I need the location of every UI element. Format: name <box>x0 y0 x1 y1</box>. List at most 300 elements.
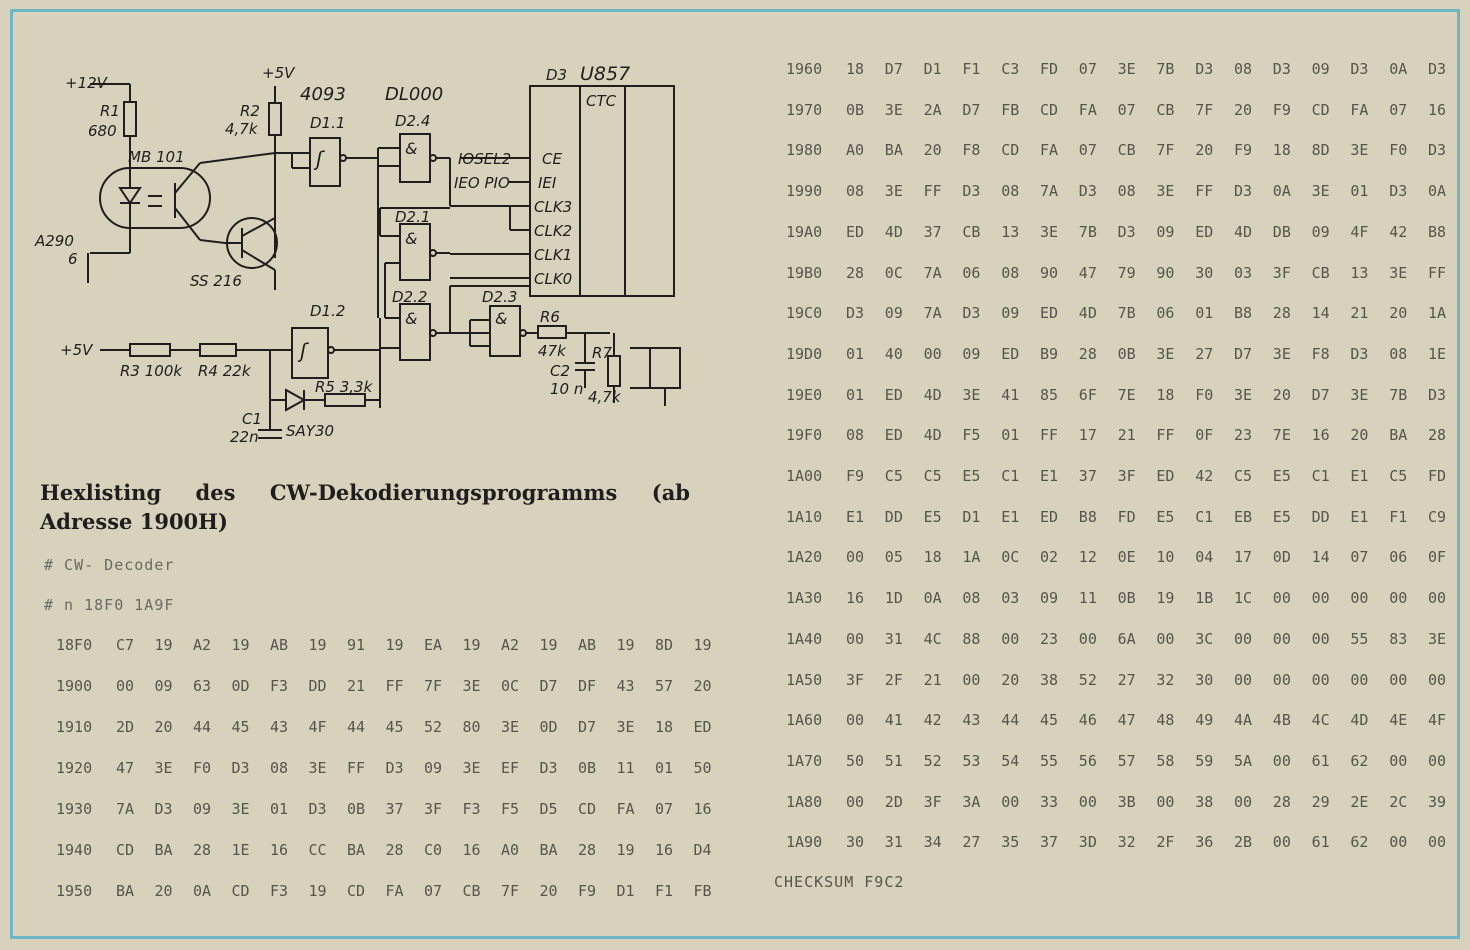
hex-byte: B8 <box>1078 507 1097 526</box>
hex-byte: 2D <box>116 718 135 736</box>
hex-byte: 50 <box>846 751 865 770</box>
hex-byte: 00 <box>1311 629 1330 648</box>
hex-byte: F1 <box>1389 507 1408 526</box>
hex-byte: F9 <box>846 467 865 485</box>
hex-byte: 00 <box>1428 670 1447 689</box>
label-d1-2: D1.2 <box>310 302 346 320</box>
hex-byte: BA <box>154 841 173 859</box>
hex-byte: 21 <box>923 670 942 689</box>
hex-byte: 3F <box>923 792 942 811</box>
hex-byte: 3E <box>154 759 173 777</box>
hex-byte: 10 <box>1156 548 1175 567</box>
hex-byte: 29 <box>1311 792 1330 811</box>
hex-byte: 6A <box>1117 629 1136 648</box>
hex-byte: DD <box>308 677 327 695</box>
hex-byte: 45 <box>231 718 250 736</box>
hex-byte: 09 <box>884 304 903 323</box>
hex-byte: 88 <box>962 629 981 648</box>
hex-byte: D3 <box>539 759 558 777</box>
hex-byte: 01 <box>1001 426 1020 445</box>
label-d2-2: D2.2 <box>392 288 428 306</box>
label-ce: CE <box>542 150 562 168</box>
hex-byte: EF <box>501 759 520 777</box>
hex-byte: 51 <box>884 751 903 770</box>
hex-byte: 2C <box>1389 792 1408 811</box>
hex-byte: CD <box>1040 100 1059 119</box>
hex-byte: 8D <box>655 636 674 654</box>
listing-caption: Hexlisting des CW-Dekodierungsprogramms (ab Adresse 1900H) <box>40 480 690 534</box>
comment-line: # n 18F0 1A9F <box>44 596 175 614</box>
label-r6: R6 <box>540 308 560 326</box>
hex-byte: 7B <box>1117 304 1136 323</box>
hex-byte: 42 <box>1389 222 1408 241</box>
label-ctc: CTC <box>586 92 617 110</box>
hex-byte: D7 <box>962 100 981 119</box>
hex-byte: 00 <box>1078 629 1097 648</box>
hex-byte: 19 <box>693 636 712 654</box>
hex-byte: 00 <box>1078 792 1097 811</box>
hex-byte: 03 <box>1234 263 1253 282</box>
hex-byte: 20 <box>923 141 942 160</box>
label-c1-value: 22n <box>230 428 259 446</box>
hex-byte: D3 <box>1078 182 1097 201</box>
hex-byte: FF <box>1195 182 1214 201</box>
hex-byte: 3E <box>962 385 981 404</box>
hex-byte: 07 <box>1350 548 1369 567</box>
hex-byte: 62 <box>1350 833 1369 852</box>
hex-byte: E5 <box>1272 467 1291 485</box>
hex-byte: 00 <box>1272 670 1291 689</box>
hex-byte: 20 <box>154 718 173 736</box>
hex-address: 19A0 <box>786 222 823 241</box>
hex-byte: 05 <box>884 548 903 567</box>
label-mb101: MB 101 <box>128 148 185 166</box>
hex-byte: BA <box>1389 426 1408 445</box>
hex-address: 1910 <box>56 718 93 736</box>
hex-byte: F1 <box>962 60 981 78</box>
hex-byte: BA <box>884 141 903 160</box>
hex-byte: 38 <box>1040 670 1059 689</box>
hex-byte: 3E <box>1350 141 1369 160</box>
hex-byte: 21 <box>1350 304 1369 323</box>
hex-byte: 19 <box>385 636 404 654</box>
hex-byte: 37 <box>1040 833 1059 852</box>
hex-byte: D3 <box>385 759 404 777</box>
hex-byte: 3D <box>1078 833 1097 852</box>
hex-byte: 08 <box>846 426 865 445</box>
label-r5: R5 3,3k <box>315 378 373 396</box>
hex-byte: 7F <box>424 677 443 695</box>
hex-byte: 4D <box>1234 222 1253 241</box>
label-d2-1: D2.1 <box>395 208 431 226</box>
hex-byte: 09 <box>1040 589 1059 608</box>
hex-byte: 00 <box>846 711 865 730</box>
hex-byte: ED <box>884 426 903 445</box>
hex-byte: 23 <box>1234 426 1253 445</box>
hex-byte: FB <box>1001 100 1020 119</box>
hex-byte: 37 <box>923 222 942 241</box>
hex-byte: 06 <box>1389 548 1408 567</box>
hex-byte: F3 <box>270 882 289 900</box>
hex-byte: 53 <box>962 751 981 770</box>
hex-byte: 00 <box>1389 833 1408 852</box>
hex-byte: 0A <box>923 589 942 608</box>
hex-byte: 01 <box>655 759 674 777</box>
hex-byte: C0 <box>424 841 443 859</box>
hex-byte: 3E <box>1117 60 1136 78</box>
hex-byte: 41 <box>884 711 903 730</box>
hex-byte: 0F <box>1195 426 1214 445</box>
hex-byte: 20 <box>1195 141 1214 160</box>
hex-byte: 21 <box>1117 426 1136 445</box>
hex-byte: 28 <box>193 841 212 859</box>
hex-byte: 19 <box>616 841 635 859</box>
hex-byte: C1 <box>1311 467 1330 485</box>
hex-byte: 04 <box>1195 548 1214 567</box>
hex-byte: 18 <box>923 548 942 567</box>
hex-byte: ED <box>1195 222 1214 241</box>
hex-byte: 3F <box>846 670 865 689</box>
hex-byte: CD <box>578 800 597 818</box>
hex-byte: 4D <box>1350 711 1369 730</box>
label-u857: U857 <box>580 63 631 85</box>
hex-byte: 28 <box>1078 344 1097 363</box>
hex-byte: 00 <box>923 344 942 363</box>
hex-byte: 00 <box>1272 589 1291 608</box>
hex-byte: 08 <box>1001 182 1020 201</box>
hex-byte: 59 <box>1195 751 1214 770</box>
hex-byte: 49 <box>1195 711 1214 730</box>
hex-address: 1940 <box>56 841 93 859</box>
hex-byte: 6F <box>1078 385 1097 404</box>
hex-byte: D1 <box>923 60 942 78</box>
hex-byte: 09 <box>1311 222 1330 241</box>
hex-byte: FF <box>923 182 942 201</box>
hex-byte: 30 <box>1195 263 1214 282</box>
hex-byte: D7 <box>539 677 558 695</box>
hex-address: 1950 <box>56 882 93 900</box>
hex-byte: C5 <box>1234 467 1253 485</box>
hex-byte: F0 <box>193 759 212 777</box>
hex-byte: DF <box>578 677 597 695</box>
label-r3: R3 100k <box>120 362 183 380</box>
hex-byte: 00 <box>1272 833 1291 852</box>
hex-byte: 00 <box>1350 670 1369 689</box>
hex-byte: 54 <box>1001 751 1020 770</box>
hex-byte: 28 <box>1428 426 1447 445</box>
hex-byte: D3 <box>308 800 327 818</box>
hex-byte: 7A <box>116 800 135 818</box>
hex-byte: 28 <box>1272 792 1291 811</box>
hex-byte: E1 <box>1350 467 1369 485</box>
hex-byte: CD <box>1311 100 1330 119</box>
hex-byte: D3 <box>1195 60 1214 78</box>
hex-byte: 3E <box>462 677 481 695</box>
hex-byte: 91 <box>347 636 366 654</box>
hex-byte: A2 <box>193 636 212 654</box>
hex-byte: 83 <box>1389 629 1408 648</box>
hex-byte: 3E <box>308 759 327 777</box>
hex-byte: 2B <box>1234 833 1253 852</box>
hex-byte: 16 <box>846 589 865 608</box>
hex-byte: 07 <box>1117 100 1136 119</box>
hex-byte: 03 <box>1001 589 1020 608</box>
hex-byte: 4E <box>1389 711 1408 730</box>
hex-byte: 90 <box>1156 263 1175 282</box>
hex-byte: ED <box>1156 467 1175 485</box>
hex-byte: ED <box>1040 507 1059 526</box>
hex-byte: 08 <box>962 589 981 608</box>
hex-byte: 0D <box>231 677 250 695</box>
hex-byte: 09 <box>193 800 212 818</box>
hex-byte: F9 <box>1234 141 1253 160</box>
hex-byte: 27 <box>1117 670 1136 689</box>
hex-byte: 0B <box>347 800 366 818</box>
hex-byte: FF <box>1156 426 1175 445</box>
hex-byte: 1E <box>1428 344 1447 363</box>
hex-address: 1A00 <box>786 467 823 485</box>
hex-byte: 00 <box>1156 629 1175 648</box>
hex-byte: 1A <box>1428 304 1447 323</box>
hex-byte: 63 <box>193 677 212 695</box>
hex-byte: 27 <box>962 833 981 852</box>
hex-byte: 0A <box>1428 182 1447 201</box>
hex-byte: 19 <box>539 636 558 654</box>
hex-byte: CB <box>1117 141 1136 160</box>
hex-address: 19F0 <box>786 426 823 445</box>
hex-byte: BA <box>116 882 135 900</box>
label-c1: C1 <box>242 410 263 428</box>
hex-byte: D3 <box>962 182 981 201</box>
hex-byte: 41 <box>1001 385 1020 404</box>
hex-byte: 0D <box>1272 548 1291 567</box>
hex-byte: 20 <box>1350 426 1369 445</box>
hex-byte: 19 <box>462 636 481 654</box>
schmitt-symbol: ʃ <box>300 339 307 363</box>
hex-byte: F0 <box>1389 141 1408 160</box>
hex-byte: FF <box>385 677 404 695</box>
hex-byte: FF <box>347 759 366 777</box>
hex-byte: 3E <box>616 718 635 736</box>
hex-byte: 02 <box>1040 548 1059 567</box>
hex-byte: 16 <box>270 841 289 859</box>
hex-byte: ED <box>693 718 712 736</box>
hex-byte: 00 <box>1389 751 1408 770</box>
hex-byte: 3E <box>501 718 520 736</box>
hex-byte: 7B <box>1389 385 1408 404</box>
hex-byte: 00 <box>1389 589 1408 608</box>
hex-byte: 08 <box>1001 263 1020 282</box>
hex-address: 1A10 <box>786 507 823 526</box>
label-5v-left: +5V <box>60 341 93 359</box>
hex-byte: 3E <box>1156 182 1175 201</box>
hex-byte: CB <box>1311 263 1330 282</box>
hex-byte: 28 <box>578 841 597 859</box>
hex-byte: 00 <box>1428 751 1447 770</box>
hex-byte: CB <box>1156 100 1175 119</box>
hex-byte: 0E <box>1117 548 1136 567</box>
hex-byte: 7B <box>1078 222 1097 241</box>
hex-byte: E5 <box>962 467 981 485</box>
hex-byte: 32 <box>1117 833 1136 852</box>
label-d2-3: D2.3 <box>482 288 518 306</box>
hex-byte: 5A <box>1234 751 1253 770</box>
hex-byte: 00 <box>1234 792 1253 811</box>
hex-address: 18F0 <box>56 636 93 654</box>
hex-byte: 7F <box>501 882 520 900</box>
hex-byte: 17 <box>1078 426 1097 445</box>
hex-byte: AB <box>578 636 597 654</box>
hex-byte: 47 <box>116 759 135 777</box>
hex-byte: F0 <box>1195 385 1214 404</box>
hex-byte: 43 <box>270 718 289 736</box>
hex-byte: 45 <box>385 718 404 736</box>
hex-address: 1A20 <box>786 548 823 567</box>
label-clk1: CLK1 <box>534 246 573 264</box>
hex-byte: 52 <box>923 751 942 770</box>
hex-byte: C5 <box>923 467 942 485</box>
hex-byte: 4F <box>308 718 327 736</box>
hex-byte: F8 <box>1311 344 1330 363</box>
hex-byte: 7B <box>1156 60 1175 78</box>
hex-byte: 47 <box>1117 711 1136 730</box>
hex-byte: 08 <box>1117 182 1136 201</box>
label-ss216: SS 216 <box>190 272 242 290</box>
schmitt-symbol: ʃ <box>316 147 323 171</box>
and-symbol: & <box>405 139 418 158</box>
hex-byte: 28 <box>1272 304 1291 323</box>
hex-byte: 08 <box>1234 60 1253 78</box>
hex-byte: CD <box>1001 141 1020 160</box>
hex-byte: 0A <box>1389 60 1408 78</box>
hex-byte: 07 <box>1078 60 1097 78</box>
hex-byte: 3E <box>1389 263 1408 282</box>
hex-address: 1960 <box>786 60 823 78</box>
hex-byte: 07 <box>655 800 674 818</box>
hex-address: 1930 <box>56 800 93 818</box>
hex-byte: 09 <box>154 677 173 695</box>
hex-byte: 0B <box>578 759 597 777</box>
hex-byte: FD <box>1428 467 1447 485</box>
hex-byte: D3 <box>154 800 173 818</box>
label-clk3: CLK3 <box>534 198 573 216</box>
hex-byte: E5 <box>923 507 942 526</box>
hex-byte: 80 <box>462 718 481 736</box>
hex-byte: 23 <box>1040 629 1059 648</box>
hex-byte: A0 <box>846 141 865 160</box>
hex-byte: 20 <box>539 882 558 900</box>
hex-byte: E1 <box>846 507 865 526</box>
hex-byte: D3 <box>231 759 250 777</box>
hex-byte: D3 <box>846 304 865 323</box>
hex-byte: 58 <box>1156 751 1175 770</box>
hex-byte: 4F <box>1350 222 1369 241</box>
hex-byte: C1 <box>1195 507 1214 526</box>
hex-byte: DD <box>1311 507 1330 526</box>
hex-byte: C5 <box>884 467 903 485</box>
hex-byte: 28 <box>385 841 404 859</box>
hex-byte: 31 <box>884 629 903 648</box>
hex-byte: F5 <box>501 800 520 818</box>
hex-address: 19B0 <box>786 263 823 282</box>
label-c2: C2 <box>550 362 571 380</box>
hex-byte: 3E <box>462 759 481 777</box>
hex-byte: 3E <box>1311 182 1330 201</box>
hex-byte: 21 <box>347 677 366 695</box>
hex-byte: 00 <box>1389 670 1408 689</box>
hex-byte: 14 <box>1311 304 1330 323</box>
hex-byte: 20 <box>1001 670 1020 689</box>
hex-byte: D1 <box>962 507 981 526</box>
hex-byte: 18 <box>1272 141 1291 160</box>
hex-byte: 61 <box>1311 833 1330 852</box>
label-clk0: CLK0 <box>534 270 573 288</box>
hex-byte: 20 <box>1389 304 1408 323</box>
hex-byte: 08 <box>270 759 289 777</box>
hex-byte: 2E <box>1350 792 1369 811</box>
hex-byte: D3 <box>1272 60 1291 78</box>
hex-byte: 00 <box>1272 751 1291 770</box>
and-symbol: & <box>405 229 418 248</box>
hex-byte: 16 <box>693 800 712 818</box>
hex-byte: F8 <box>962 141 981 160</box>
checksum: CHECKSUM F9C2 <box>774 873 905 891</box>
hex-byte: 2A <box>923 100 942 119</box>
hex-byte: D3 <box>1234 182 1253 201</box>
hex-address: 19D0 <box>786 344 823 363</box>
hex-byte: B9 <box>1040 344 1059 363</box>
hex-address: 1A70 <box>786 751 823 770</box>
hex-byte: D3 <box>1428 385 1447 404</box>
hex-byte: CD <box>347 882 366 900</box>
label-clk2: CLK2 <box>534 222 573 240</box>
hex-byte: 38 <box>1195 792 1214 811</box>
hex-byte: 0B <box>1117 589 1136 608</box>
hex-byte: 3E <box>1040 222 1059 241</box>
label-say30: SAY30 <box>286 422 335 440</box>
hex-byte: 19 <box>154 636 173 654</box>
hex-byte: 28 <box>846 263 865 282</box>
hex-byte: 14 <box>1311 548 1330 567</box>
hex-byte: A2 <box>501 636 520 654</box>
hex-byte: 7A <box>923 263 942 282</box>
hex-address: 1970 <box>786 100 823 119</box>
hex-byte: 09 <box>1156 222 1175 241</box>
hex-byte: 3C <box>1195 629 1214 648</box>
hex-byte: 48 <box>1156 711 1175 730</box>
hex-byte: AB <box>270 636 289 654</box>
hex-byte: 30 <box>846 833 865 852</box>
hex-byte: 36 <box>1195 833 1214 852</box>
hex-byte: 01 <box>1195 304 1214 323</box>
hex-byte: 09 <box>1311 60 1330 78</box>
hex-byte: 00 <box>962 670 981 689</box>
hex-byte: 3F <box>424 800 443 818</box>
hex-byte: 19 <box>1156 589 1175 608</box>
hex-byte: 1B <box>1195 589 1214 608</box>
hex-byte: 0C <box>884 263 903 282</box>
hex-byte: 1A <box>962 548 981 567</box>
hex-byte: 3E <box>1156 344 1175 363</box>
label-r2: R2 <box>240 102 260 120</box>
hex-byte: 31 <box>884 833 903 852</box>
hex-address: 19C0 <box>786 304 823 323</box>
hex-byte: 37 <box>385 800 404 818</box>
hex-byte: D1 <box>616 882 635 900</box>
hex-byte: 20 <box>693 677 712 695</box>
label-r1: R1 <box>100 102 120 120</box>
hex-byte: 7F <box>1195 100 1214 119</box>
